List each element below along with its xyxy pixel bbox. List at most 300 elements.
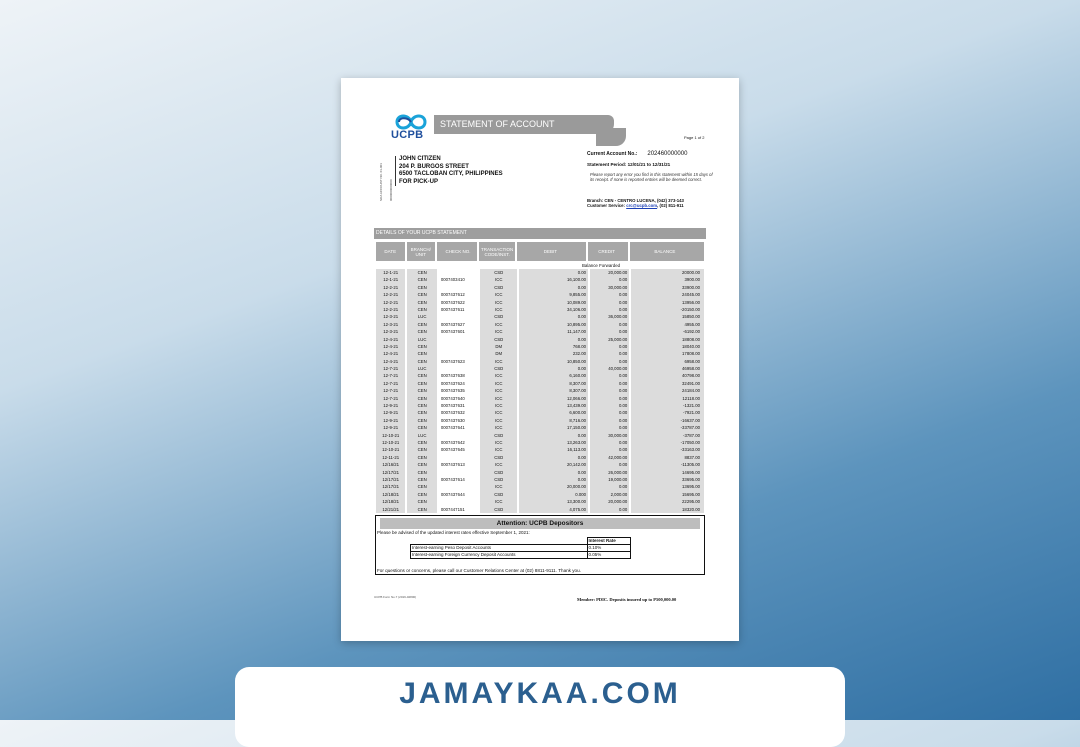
- debit-cell: 0.00: [519, 432, 588, 439]
- credit-cell: 0.00: [590, 387, 629, 394]
- date-cell: 12-7-21: [376, 395, 405, 402]
- table-header: [376, 242, 706, 261]
- date-cell: 12-2-21: [376, 284, 405, 291]
- credit-cell: 0.00: [590, 439, 629, 446]
- table-row: [376, 350, 706, 357]
- debit-cell: 13,439.00: [519, 402, 588, 409]
- balance-cell: 13695.00: [631, 483, 704, 490]
- column-header: BALANCE: [630, 242, 704, 261]
- code-cell: CSD: [480, 269, 517, 276]
- table-row: [376, 395, 706, 402]
- branch-line: Branch: CEN - CENTRO LUCENA, (042) 373-143: [587, 198, 684, 203]
- code-cell: CSD: [480, 284, 517, 291]
- branch-cell: CEN: [407, 269, 436, 276]
- statement-period: Statement Period: 12/01/21 to 12/31/21: [587, 162, 671, 167]
- balance-cell: 24045.00: [631, 291, 704, 298]
- balance-cell: 8837.00: [631, 454, 704, 461]
- code-cell: ICC: [480, 321, 517, 328]
- balance-cell: -17050.00: [631, 439, 704, 446]
- debit-cell: 8,307.00: [519, 387, 588, 394]
- credit-cell: 0.00: [590, 446, 629, 453]
- balance-cell: 18040.00: [631, 343, 704, 350]
- balance-cell: 4955.00: [631, 321, 704, 328]
- balance-cell: 15850.00: [631, 313, 704, 320]
- table-row: [376, 483, 706, 490]
- table-row: [376, 476, 706, 483]
- debit-cell: 10,895.00: [519, 321, 588, 328]
- credit-cell: 0.00: [590, 395, 629, 402]
- check-no-cell: 0007437642: [440, 439, 465, 445]
- credit-cell: 0.00: [590, 343, 629, 350]
- check-no-cell: 0007403410: [440, 277, 465, 283]
- date-cell: 12-7-21: [376, 365, 405, 372]
- attention-footer: For questions or concerns, please call our Customer Relations Center at (02) 8811-9111. Thank you.: [377, 568, 581, 573]
- code-cell: ICC: [480, 409, 517, 416]
- debit-cell: 17,150.00: [519, 424, 588, 431]
- code-cell: ICC: [480, 291, 517, 298]
- table-row: [376, 409, 706, 416]
- branch-cell: CEN: [407, 380, 436, 387]
- debit-cell: 0.00: [519, 476, 588, 483]
- date-cell: 12-7-21: [376, 380, 405, 387]
- check-no-cell: 0007437614: [440, 476, 465, 482]
- customer-line: FOR PICK-UP: [399, 178, 438, 185]
- debit-cell: 0.00: [519, 269, 588, 276]
- balance-cell: 24184.00: [631, 387, 704, 394]
- table-row: [376, 491, 706, 498]
- date-cell: 12-3-21: [376, 328, 405, 335]
- check-no-cell: 0007437612: [440, 292, 465, 298]
- balance-cell: -33787.00: [631, 424, 704, 431]
- credit-cell: 0.00: [590, 299, 629, 306]
- debit-cell: 0.00: [519, 313, 588, 320]
- account-label: Current Account No.:: [587, 151, 638, 157]
- account-number: 202460000000: [647, 151, 688, 157]
- date-cell: 12/18/21: [376, 491, 405, 498]
- date-cell: 12-7-21: [376, 387, 405, 394]
- check-no-cell: 0007437622: [440, 299, 465, 305]
- debit-cell: 9,855.00: [519, 291, 588, 298]
- code-cell: ICC: [480, 380, 517, 387]
- balance-cell: 6958.00: [631, 358, 704, 365]
- check-no-cell: [439, 454, 478, 461]
- branch-cell: CEN: [407, 469, 436, 476]
- code-cell: CSD: [480, 336, 517, 343]
- credit-cell: 0.00: [590, 372, 629, 379]
- balance-cell: -7921.00: [631, 409, 704, 416]
- credit-cell: 0.00: [590, 417, 629, 424]
- date-cell: 12-9-21: [376, 402, 405, 409]
- check-no-cell: [439, 432, 478, 439]
- credit-cell: 19,000.00: [590, 476, 629, 483]
- balance-cell: -11305.00: [631, 461, 704, 468]
- branch-cell: CEN: [407, 321, 436, 328]
- balance-cell: 3900.00: [631, 276, 704, 283]
- date-cell: 12-9-21: [376, 417, 405, 424]
- credit-cell: 0.00: [590, 409, 629, 416]
- date-cell: 12-9-21: [376, 409, 405, 416]
- code-cell: ICC: [480, 299, 517, 306]
- rate-label: Interest-earning Peso Deposit Accounts: [411, 545, 588, 552]
- attention-text: Please be advised of the updated interest rates effective September 1, 2021:: [377, 530, 530, 535]
- debit-cell: 0.00: [519, 469, 588, 476]
- statement-document: [341, 78, 739, 641]
- table-row: [376, 424, 706, 431]
- branch-cell: CEN: [407, 454, 436, 461]
- check-no-cell: 0007437623: [440, 358, 465, 364]
- pdic-member-note: Member: PDIC. Deposits insured up to P500,000.00: [577, 597, 677, 602]
- branch-cell: LUC: [407, 336, 436, 343]
- check-no-cell: 0007437635: [440, 388, 465, 394]
- code-cell: ICC: [480, 424, 517, 431]
- customer-line: 204 P. BURGOS STREET: [399, 163, 469, 170]
- check-no-cell: [439, 483, 478, 490]
- check-no-cell: 0007437624: [440, 380, 465, 386]
- balance-cell: 40798.00: [631, 372, 704, 379]
- branch-cell: CEN: [407, 483, 436, 490]
- balance-cell: 18320.00: [631, 506, 704, 513]
- credit-cell: 36,000.00: [590, 313, 629, 320]
- branch-cell: CEN: [407, 328, 436, 335]
- code-cell: ICC: [480, 417, 517, 424]
- debit-cell: 6,600.00: [519, 409, 588, 416]
- rate-spacer: [411, 538, 588, 545]
- rate-header: Interest Rate: [587, 538, 630, 545]
- date-cell: 12-1-21: [376, 276, 405, 283]
- logo-text: UCPB: [391, 129, 424, 141]
- code-cell: CSD: [480, 491, 517, 498]
- code-cell: ICC: [480, 372, 517, 379]
- credit-cell: 0.00: [590, 506, 629, 513]
- branch-cell: CEN: [407, 284, 436, 291]
- table-row: [376, 454, 706, 461]
- check-no-cell: 0007437645: [440, 447, 465, 453]
- credit-cell: 0.00: [590, 358, 629, 365]
- code-cell: CSD: [480, 313, 517, 320]
- date-cell: 12/17/21: [376, 476, 405, 483]
- branch-cell: CEN: [407, 439, 436, 446]
- table-row: [376, 387, 706, 394]
- table-row: [376, 328, 706, 335]
- code-cell: DM: [480, 350, 517, 357]
- branch-cell: CEN: [407, 276, 436, 283]
- check-no-cell: 0007437640: [440, 395, 465, 401]
- date-cell: 12-10-21: [376, 439, 405, 446]
- branch-cell: CEN: [407, 358, 436, 365]
- balance-cell: -3787.00: [631, 432, 704, 439]
- credit-cell: 0.00: [590, 402, 629, 409]
- check-no-cell: [439, 350, 478, 357]
- table-row: [376, 365, 706, 372]
- debit-cell: 768.00: [519, 343, 588, 350]
- branch-cell: CEN: [407, 395, 436, 402]
- check-no-cell: 0007437601: [440, 329, 465, 335]
- code-cell: CSD: [480, 506, 517, 513]
- code-cell: CSD: [480, 476, 517, 483]
- balance-cell: -6192.00: [631, 328, 704, 335]
- column-header: DATE: [376, 242, 405, 261]
- table-row: [376, 269, 706, 276]
- balance-cell: 32491.00: [631, 380, 704, 387]
- details-header: DETAILS OF YOUR UCPB STATEMENT: [374, 228, 706, 239]
- credit-cell: 40,000.00: [590, 365, 629, 372]
- date-cell: 12-4-21: [376, 343, 405, 350]
- balance-cell: 22295.00: [631, 498, 704, 505]
- code-cell: ICC: [480, 387, 517, 394]
- check-no-cell: [439, 343, 478, 350]
- customer-service-line: [587, 203, 717, 208]
- rate-value: 0.10%: [587, 545, 630, 552]
- balance-cell: 46958.00: [631, 365, 704, 372]
- credit-cell: 0.00: [590, 424, 629, 431]
- branch-cell: CEN: [407, 372, 436, 379]
- credit-cell: 0.00: [590, 321, 629, 328]
- balance-cell: 33900.00: [631, 284, 704, 291]
- check-no-cell: [439, 336, 478, 343]
- credit-cell: 0.00: [590, 291, 629, 298]
- rate-label: Interest-earning Foreign Currency Deposit Accounts: [411, 552, 588, 559]
- customer-service-email-link[interactable]: crc@ucpb.com: [626, 203, 658, 208]
- debit-cell: 8,716.00: [519, 417, 588, 424]
- code-cell: CSD: [480, 469, 517, 476]
- table-row: [376, 372, 706, 379]
- debit-cell: 0.00: [519, 284, 588, 291]
- table-row: [376, 380, 706, 387]
- date-cell: 12-9-21: [376, 424, 405, 431]
- code-cell: DM: [480, 343, 517, 350]
- date-cell: 12-10-21: [376, 432, 405, 439]
- balance-cell: 15695.00: [631, 491, 704, 498]
- table-row: [376, 299, 706, 306]
- balance-cell: -33163.00: [631, 446, 704, 453]
- transactions-table: [376, 269, 706, 513]
- account-info: [587, 151, 687, 157]
- branch-cell: CEN: [407, 343, 436, 350]
- branch-cell: CEN: [407, 446, 436, 453]
- branch-cell: LUC: [407, 432, 436, 439]
- balance-cell: 13956.00: [631, 299, 704, 306]
- credit-cell: 42,000.00: [590, 454, 629, 461]
- column-header: CREDIT: [588, 242, 628, 261]
- credit-cell: 20,000.00: [590, 269, 629, 276]
- code-cell: CSD: [480, 454, 517, 461]
- date-cell: 12/17/21: [376, 483, 405, 490]
- interest-rate-table: [410, 537, 631, 559]
- branch-cell: CEN: [407, 491, 436, 498]
- branch-cell: CEN: [407, 306, 436, 313]
- credit-cell: 0.00: [590, 350, 629, 357]
- balance-forwarded: Balance Forwarded: [582, 263, 621, 268]
- side-note: SOA ACCOUNT NO. 01-001: [379, 163, 383, 201]
- date-cell: 12-2-21: [376, 299, 405, 306]
- debit-cell: 20,142.00: [519, 461, 588, 468]
- debit-cell: 13,300.00: [519, 498, 588, 505]
- balance-cell: 12118.00: [631, 395, 704, 402]
- table-row: [376, 343, 706, 350]
- table-row: [376, 439, 706, 446]
- customer-service-phone: , (02) 811-911: [657, 203, 684, 208]
- credit-cell: 0.00: [590, 461, 629, 468]
- date-cell: 12-3-21: [376, 313, 405, 320]
- date-cell: 12-4-21: [376, 358, 405, 365]
- check-no-cell: 0007437630: [440, 417, 465, 423]
- debit-cell: 6,160.00: [519, 372, 588, 379]
- date-cell: 12-10-21: [376, 446, 405, 453]
- credit-cell: 20,000.00: [590, 498, 629, 505]
- debit-cell: 20,000.00: [519, 483, 588, 490]
- branch-cell: CEN: [407, 417, 436, 424]
- balance-cell: 17808.00: [631, 350, 704, 357]
- code-cell: ICC: [480, 461, 517, 468]
- debit-cell: 10,089.00: [519, 299, 588, 306]
- balance-cell: -16637.00: [631, 417, 704, 424]
- customer-address: [395, 156, 503, 186]
- check-no-cell: [439, 269, 478, 276]
- debit-cell: 0.00: [519, 454, 588, 461]
- table-row: [376, 336, 706, 343]
- balance-cell: 18808.00: [631, 336, 704, 343]
- code-cell: ICC: [480, 498, 517, 505]
- branch-cell: CEN: [407, 299, 436, 306]
- table-row: [376, 313, 706, 320]
- branch-cell: CEN: [407, 506, 436, 513]
- credit-cell: 0.00: [590, 276, 629, 283]
- date-cell: 12-11-21: [376, 454, 405, 461]
- branch-cell: CEN: [407, 461, 436, 468]
- date-cell: 12-1-21: [376, 269, 405, 276]
- debit-cell: 10,850.00: [519, 358, 588, 365]
- column-header: CHECK NO.: [437, 242, 477, 261]
- check-no-cell: 0007437632: [440, 410, 465, 416]
- check-no-cell: [439, 365, 478, 372]
- branch-cell: CEN: [407, 498, 436, 505]
- table-row: [376, 461, 706, 468]
- date-cell: 12-2-21: [376, 306, 405, 313]
- balance-cell: -20150.00: [631, 306, 704, 313]
- code-cell: ICC: [480, 395, 517, 402]
- table-row: [376, 276, 706, 283]
- code-cell: ICC: [480, 402, 517, 409]
- code-cell: CSD: [480, 432, 517, 439]
- branch-cell: CEN: [407, 476, 436, 483]
- debit-cell: 13,263.00: [519, 439, 588, 446]
- branch-cell: CEN: [407, 402, 436, 409]
- balance-cell: 33695.00: [631, 476, 704, 483]
- table-row: [376, 321, 706, 328]
- table-row: [376, 498, 706, 505]
- branch-cell: LUC: [407, 365, 436, 372]
- debit-cell: 4,075.00: [519, 506, 588, 513]
- date-cell: 12-4-21: [376, 350, 405, 357]
- table-row: [376, 402, 706, 409]
- branch-info: [587, 198, 717, 208]
- attention-title: Attention: UCPB Depositors: [380, 518, 700, 529]
- code-cell: ICC: [480, 276, 517, 283]
- debit-cell: 12,066.00: [519, 395, 588, 402]
- table-row: [376, 417, 706, 424]
- branch-cell: CEN: [407, 387, 436, 394]
- table-row: [376, 291, 706, 298]
- branch-cell: LUC: [407, 313, 436, 320]
- date-cell: 12-2-21: [376, 291, 405, 298]
- check-no-cell: 0007437638: [440, 373, 465, 379]
- credit-cell: 25,000.00: [590, 336, 629, 343]
- attention-box: [375, 515, 705, 575]
- customer-line: 6500 TACLOBAN CITY, PHILIPPINES: [399, 171, 503, 177]
- table-row: [411, 538, 631, 545]
- code-cell: ICC: [480, 446, 517, 453]
- date-cell: 12/21/21: [376, 506, 405, 513]
- date-cell: 12/17/21: [376, 469, 405, 476]
- credit-cell: 0.00: [590, 328, 629, 335]
- table-row: [376, 469, 706, 476]
- credit-cell: 30,000.00: [590, 432, 629, 439]
- date-cell: 12-3-21: [376, 321, 405, 328]
- check-no-cell: [439, 498, 478, 505]
- check-no-cell: 0007437627: [440, 321, 465, 327]
- rate-value: 0.05%: [587, 552, 630, 559]
- date-cell: 12/18/21: [376, 498, 405, 505]
- branch-cell: CEN: [407, 409, 436, 416]
- column-header: DEBIT: [517, 242, 586, 261]
- debit-cell: 0.00: [519, 365, 588, 372]
- table-row: [376, 432, 706, 439]
- credit-cell: 30,000.00: [590, 284, 629, 291]
- debit-cell: 16,113.00: [519, 446, 588, 453]
- debit-cell: 34,106.00: [519, 306, 588, 313]
- branch-cell: CEN: [407, 291, 436, 298]
- check-no-cell: 0007437611: [440, 306, 465, 312]
- form-number: UCPB Form No.7 (2019-02800): [374, 595, 417, 599]
- code-cell: ICC: [480, 439, 517, 446]
- code-cell: CSD: [480, 365, 517, 372]
- debit-cell: 0.000: [519, 491, 588, 498]
- check-no-cell: 0007437613: [440, 462, 465, 468]
- check-no-cell: 0007447151: [440, 506, 465, 512]
- table-row: [376, 284, 706, 291]
- page-number: Page 1 of 2: [684, 135, 705, 140]
- branch-cell: CEN: [407, 424, 436, 431]
- table-row: [376, 446, 706, 453]
- debit-cell: 232.00: [519, 350, 588, 357]
- balance-cell: -1321.00: [631, 402, 704, 409]
- code-cell: ICC: [480, 328, 517, 335]
- site-name: JAMAYKAA.COM: [399, 677, 681, 710]
- check-no-cell: 0007437644: [440, 491, 465, 497]
- credit-cell: 0.00: [590, 483, 629, 490]
- credit-cell: 26,000.00: [590, 469, 629, 476]
- side-note-2: 0000000000000: [389, 179, 393, 201]
- check-no-cell: 0007437641: [440, 425, 465, 431]
- date-cell: 12-4-21: [376, 336, 405, 343]
- debit-cell: 11,147.00: [519, 328, 588, 335]
- table-row: [376, 506, 706, 513]
- error-report-note: Please report any error you find in this statement within 15 days of its receipt. If none is reported entries will be deemed correct.: [590, 172, 713, 182]
- check-no-cell: 0007437631: [440, 403, 465, 409]
- date-cell: 12-7-21: [376, 372, 405, 379]
- site-banner: [235, 667, 845, 747]
- balance-cell: 20000.00: [631, 269, 704, 276]
- table-row: [376, 306, 706, 313]
- column-header: BRANCH/ UNIT: [407, 242, 436, 261]
- statement-title: STATEMENT OF ACCOUNT: [434, 115, 614, 134]
- branch-cell: CEN: [407, 350, 436, 357]
- customer-service-label: Customer Service:: [587, 203, 625, 208]
- code-cell: ICC: [480, 306, 517, 313]
- debit-cell: 8,307.00: [519, 380, 588, 387]
- date-cell: 12/16/21: [376, 461, 405, 468]
- table-row: [376, 358, 706, 365]
